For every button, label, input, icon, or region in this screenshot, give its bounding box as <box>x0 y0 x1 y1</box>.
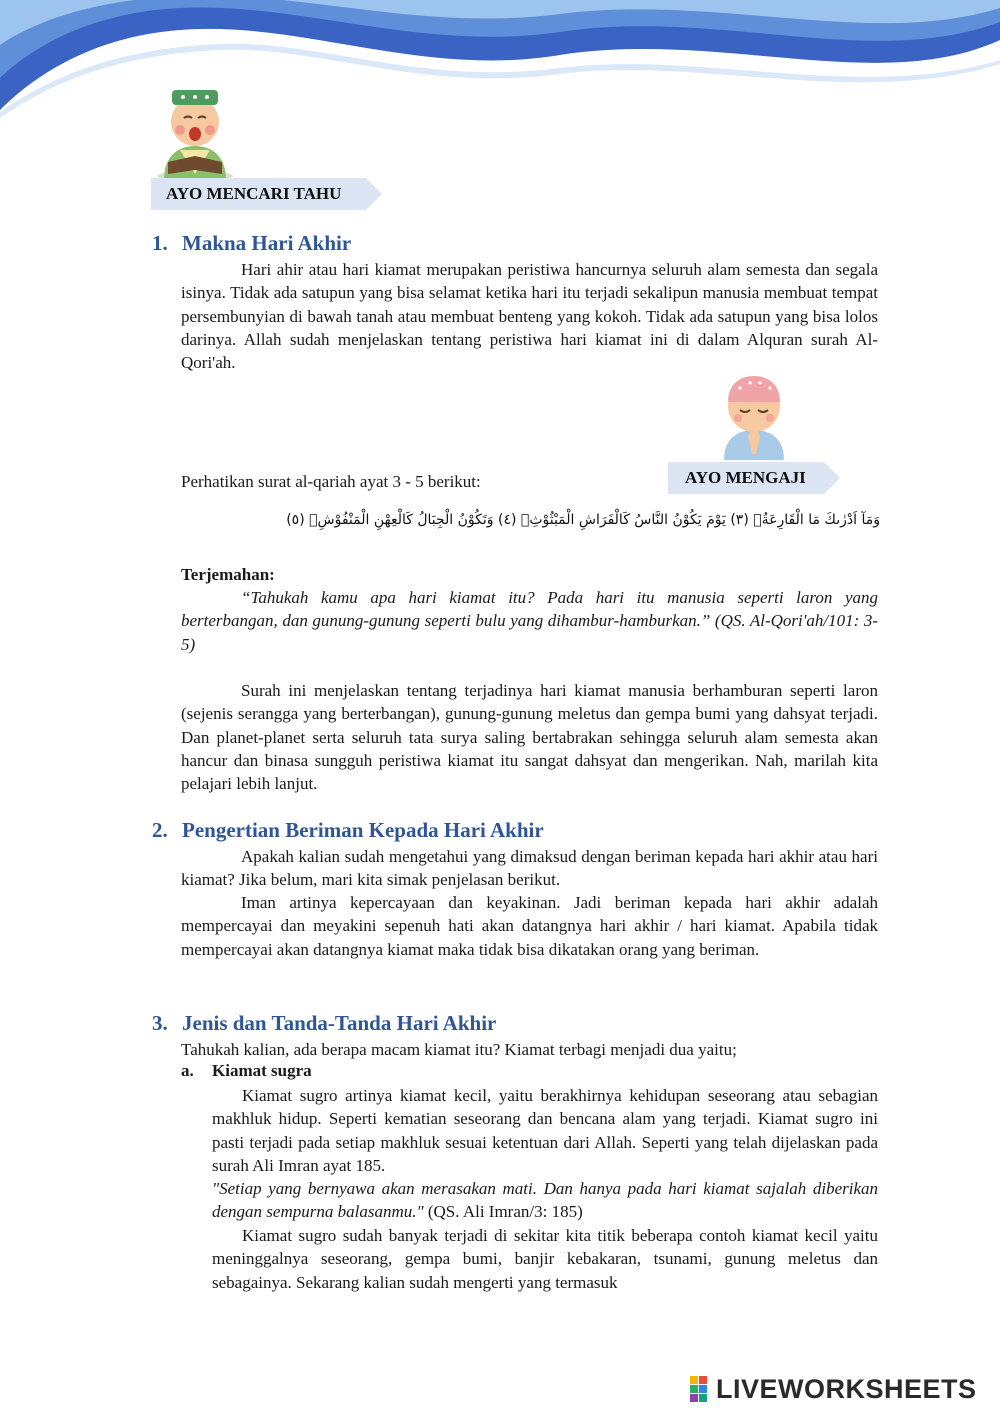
subsection-a-letter: a. <box>181 1061 194 1080</box>
section-2-heading <box>152 818 544 843</box>
subsection-a-paragraph-2: Kiamat sugro sudah banyak terjadi di sekitar kita titik beberapa contoh kiamat kecil yaitu meninggalnya seseorang, gempa bumi, banjir kebakaran, tsunami, gunung meletus dan sebagainya. Sekarang kalian sudah mengerti yang termasuk <box>212 1226 878 1292</box>
ayo-mengaji-text: AYO MENGAJI <box>685 468 806 487</box>
ayo-mencari-tahu-label <box>151 178 382 210</box>
subsection-a-heading <box>181 1061 312 1081</box>
liveworksheets-logo-icon <box>690 1376 716 1404</box>
section-2-paragraph-2: Iman artinya kepercayaan dan keyakinan. Jadi beriman kepada hari akhir adalah mempercayai dan meyakini sepenuh hati akan datangnya hari akhir / hari kiamat. Apabila tidak mempercayai akan datangnya kiamat maka tidak bisa dikatakan orang yang beriman. <box>181 893 878 959</box>
section-3-intro: Tahukah kalian, ada berapa macam kiamat itu? Kiamat terbagi menjadi dua yaitu; <box>181 1040 737 1059</box>
ayo-mengaji-label <box>668 462 840 494</box>
section-2-title: Pengertian Beriman Kepada Hari Akhir <box>182 818 544 842</box>
ayo-mencari-tahu-text: AYO MENCARI TAHU <box>166 184 342 203</box>
section-1-paragraph-2: Surah ini menjelaskan tentang terjadinya hari kiamat manusia berhamburan seperti laron (sejenis serangga yang berterbangan), gunung-gunung meletus dan gempa bumi yang dahsyat terjadi. Dan planet-planet serta seluruh tata surya saling bertabrakan sehingga seluruh alam semesta akan hancur dan binasa sungguh peristiwa kiamat itu sangat dahsyat dan mengerikan. Nah, marilah kita pelajari lebih lanjut. <box>181 681 878 794</box>
liveworksheets-logo <box>690 1374 977 1405</box>
terjemahan-label: Terjemahan: <box>181 565 275 584</box>
section-3-number: 3. <box>152 1011 168 1035</box>
boy-praying-illustration <box>718 374 790 460</box>
liveworksheets-logo-text: LIVEWORKSHEETS <box>716 1374 977 1404</box>
section-3-heading <box>152 1011 496 1036</box>
subsection-a-quote <box>212 1177 878 1224</box>
subsection-a-paragraph-1: Kiamat sugro artinya kiamat kecil, yaitu berakhirnya kehidupan seseorang atau sebagian makhluk hidup. Seperti kematian seseorang dan bencana alam yang terjadi. Kiamat sugro ini pasti terjadi pada setiap makhluk sesuai ketentuan dari Allah. Seperti yang telah dijelaskan pada surah Ali Imran ayat 185. <box>212 1086 878 1175</box>
quote-reference: (QS. Ali Imran/3: 185) <box>423 1202 583 1222</box>
quote-text: "Setiap yang bernyawa akan merasakan mati. Dan hanya pada hari kiamat sajalah diberikan dengan sempurna balasanmu." <box>212 1179 878 1222</box>
subsection-a-title: Kiamat sugra <box>212 1061 312 1080</box>
boy-reading-quran-illustration <box>150 84 240 180</box>
terjemahan-text: “Tahukah kamu apa hari kiamat itu? Pada hari itu manusia seperti laron yang berterbangan, dan gunung-gunung seperti bulu yang dihambur-hamburkan.” (QS. Al-Qori'ah/101: 3-5) <box>181 588 878 654</box>
section-1-number: 1. <box>152 231 168 255</box>
section-1-heading <box>152 231 351 256</box>
section-2-number: 2. <box>152 818 168 842</box>
section-1-paragraph: Hari ahir atau hari kiamat merupakan peristiwa hancurnya seluruh alam semesta dan segala isinya. Tidak ada satupun yang bisa selamat ketika hari itu terjadi sekalipun manusia membuat tempat persembunyian di bawah tanah atau membuat benteng yang kokoh. Tidak ada satupun yang bisa lolos darinya. Allah sudah menjelaskan tentang peristiwa hari kiamat ini di dalam Alquran surah Al-Qori'ah. <box>181 260 878 373</box>
section-1-title: Makna Hari Akhir <box>182 231 352 255</box>
section-3-title: Jenis dan Tanda-Tanda Hari Akhir <box>182 1011 497 1035</box>
perhatikan-text: Perhatikan surat al-qariah ayat 3 - 5 berikut: <box>181 472 481 491</box>
arabic-verse: وَمَآ اَدْرٰىكَ مَا الْقَارِعَةُۗ (٣) يَوْمَ يَكُوْنُ النَّاسُ كَالْفَرَاشِ الْمَبْثُوْثِۙ (٤) وَتَكُوْنُ الْجِبَالُ كَالْعِهْنِ الْمَنْفُوْشِۗ (٥) <box>286 512 880 528</box>
section-2-paragraph-1: Apakah kalian sudah mengetahui yang dimaksud dengan beriman kepada hari akhir atau hari kiamat? Jika belum, mari kita simak penjelasan berikut. <box>181 847 878 890</box>
